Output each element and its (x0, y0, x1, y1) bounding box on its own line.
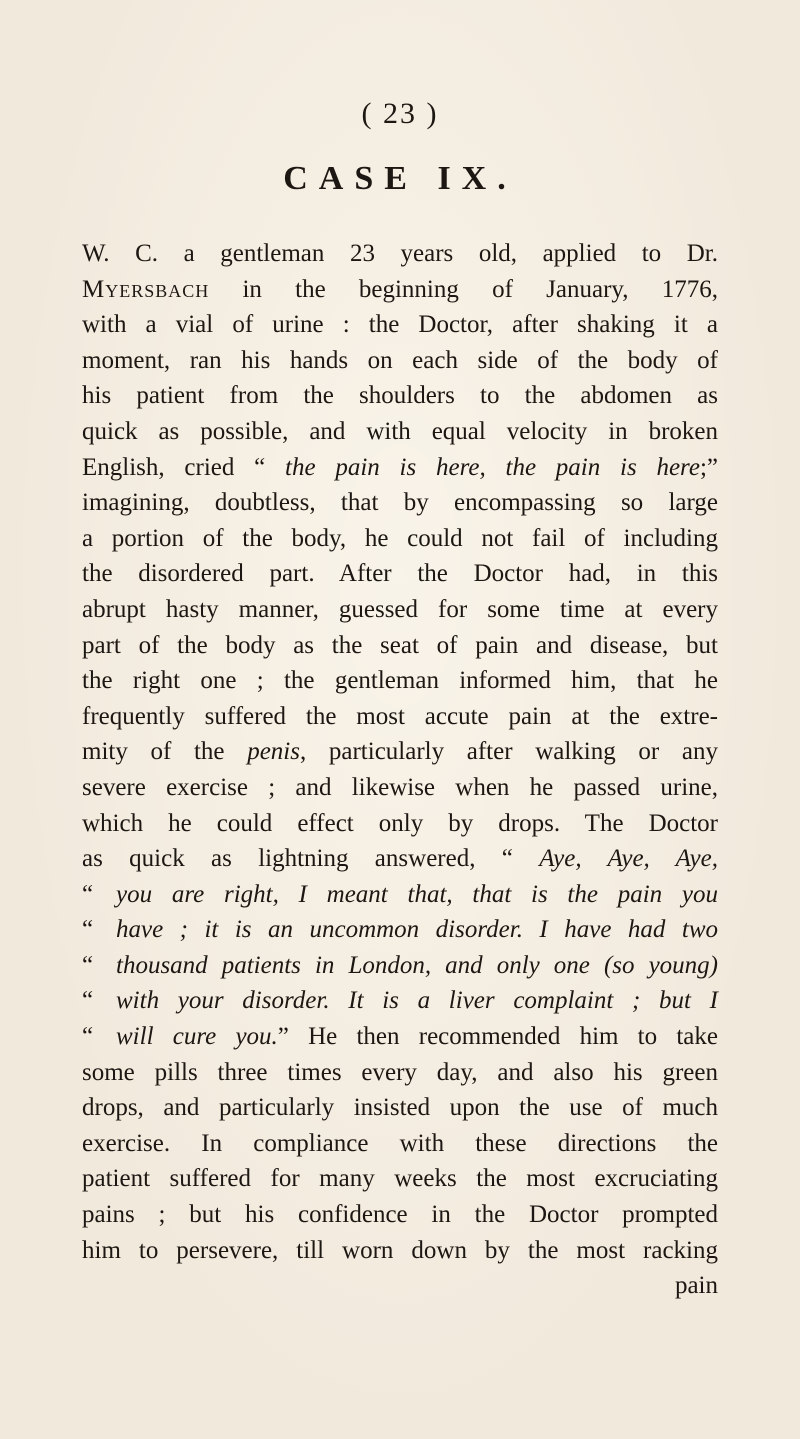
text-line (82, 521, 718, 557)
text-run: frequently suffered the most accute pain at the extre- (82, 702, 718, 730)
text-line (82, 770, 718, 806)
italic-text: will cure you. (116, 1023, 278, 1051)
text-run: a portion of the body, he could not fail of including (82, 524, 718, 552)
text-line (82, 414, 718, 450)
quote-mark: “ (82, 951, 94, 979)
text-run: part of the body as the seat of pain and disease, but (82, 631, 718, 659)
text-line (82, 734, 718, 770)
text-line (82, 806, 718, 842)
text-run: pains ; but his confidence in the Doctor prompted (82, 1201, 718, 1229)
text-line (82, 1197, 718, 1233)
text-run: ” He then recommended him to take (277, 1023, 718, 1051)
text-run: W. C. a gentleman 23 years old, applied to Dr. (82, 240, 718, 267)
text-run: , particularly after walking or any (299, 738, 718, 766)
text-line (82, 343, 718, 379)
text-line (82, 1126, 718, 1162)
text-line (82, 592, 718, 628)
italic-text: with your disorder. It is a liver complaint ; but I (116, 987, 718, 1015)
text-run: patient suffered for many weeks the most excruciating (82, 1165, 718, 1193)
text-run: as quick as lightning answered, “ (82, 845, 540, 873)
italic-text: penis (247, 738, 300, 766)
text-line (82, 983, 718, 1019)
text-line (82, 1233, 718, 1269)
italic-text: have ; it is an uncommon disorder. I have had two (116, 916, 718, 944)
quote-mark: “ (82, 1023, 94, 1051)
text-run: quick as possible, and with equal velocity in broken (82, 417, 718, 445)
text-line (82, 1055, 718, 1091)
text-line (82, 1268, 718, 1304)
italic-text: Aye, Aye, Aye, (539, 845, 719, 873)
text-line (82, 450, 718, 486)
text-line (82, 877, 718, 913)
text-run: the disordered part. After the Doctor had, in this (82, 560, 718, 588)
text-run: him to persevere, till worn down by the most racking (82, 1236, 718, 1264)
text-line (82, 485, 718, 521)
text-line (82, 663, 718, 699)
text-run: exercise. In compliance with these directions the (82, 1129, 718, 1157)
text-line (82, 236, 718, 272)
italic-text: thousand patients in London, and only one (so young) (116, 951, 718, 979)
text-run: mity of the (82, 738, 248, 766)
body-text (82, 236, 718, 1304)
text-run: moment, ran his hands on each side of the body of (82, 346, 718, 374)
text-line (82, 628, 718, 664)
text-run: with a vial of urine : the Doctor, after shaking it a (82, 311, 718, 339)
text-line (82, 378, 718, 414)
text-line (82, 307, 718, 343)
text-run: ;” (699, 453, 719, 481)
quote-mark: “ (82, 987, 94, 1015)
text-run: abrupt hasty manner, guessed for some time at every (82, 595, 718, 623)
text-line (82, 841, 718, 877)
text-run: imagining, doubtless, that by encompassing so large (82, 489, 718, 517)
text-run: in the beginning of January, 1776, (209, 275, 718, 303)
page-number: ( 23 ) (361, 97, 439, 130)
text-line (82, 272, 718, 308)
quote-mark: “ (82, 880, 94, 908)
italic-text: the pain is here, the pain is here (285, 453, 700, 481)
text-line (82, 1161, 718, 1197)
text-line (82, 1090, 718, 1126)
case-heading: CASE IX. (283, 160, 517, 197)
text-run: some pills three times every day, and also his green (82, 1058, 718, 1086)
text-line (82, 912, 718, 948)
text-run: English, cried “ (82, 453, 286, 481)
text-line (82, 699, 718, 735)
text-run: pain (674, 1272, 718, 1300)
text-run: drops, and particularly insisted upon the use of much (82, 1094, 718, 1122)
small-caps-name: Myersbach (82, 275, 210, 303)
text-line (82, 556, 718, 592)
text-run: the right one ; the gentleman informed him, that he (82, 667, 718, 695)
text-run: his patient from the shoulders to the abdomen as (82, 382, 718, 410)
text-run: which he could effect only by drops. The Doctor (82, 809, 718, 837)
italic-text: you are right, I meant that, that is the pain you (116, 880, 718, 908)
text-run: severe exercise ; and likewise when he passed urine, (82, 773, 718, 801)
text-line (82, 1019, 718, 1055)
text-line (82, 948, 718, 984)
quote-mark: “ (82, 916, 94, 944)
